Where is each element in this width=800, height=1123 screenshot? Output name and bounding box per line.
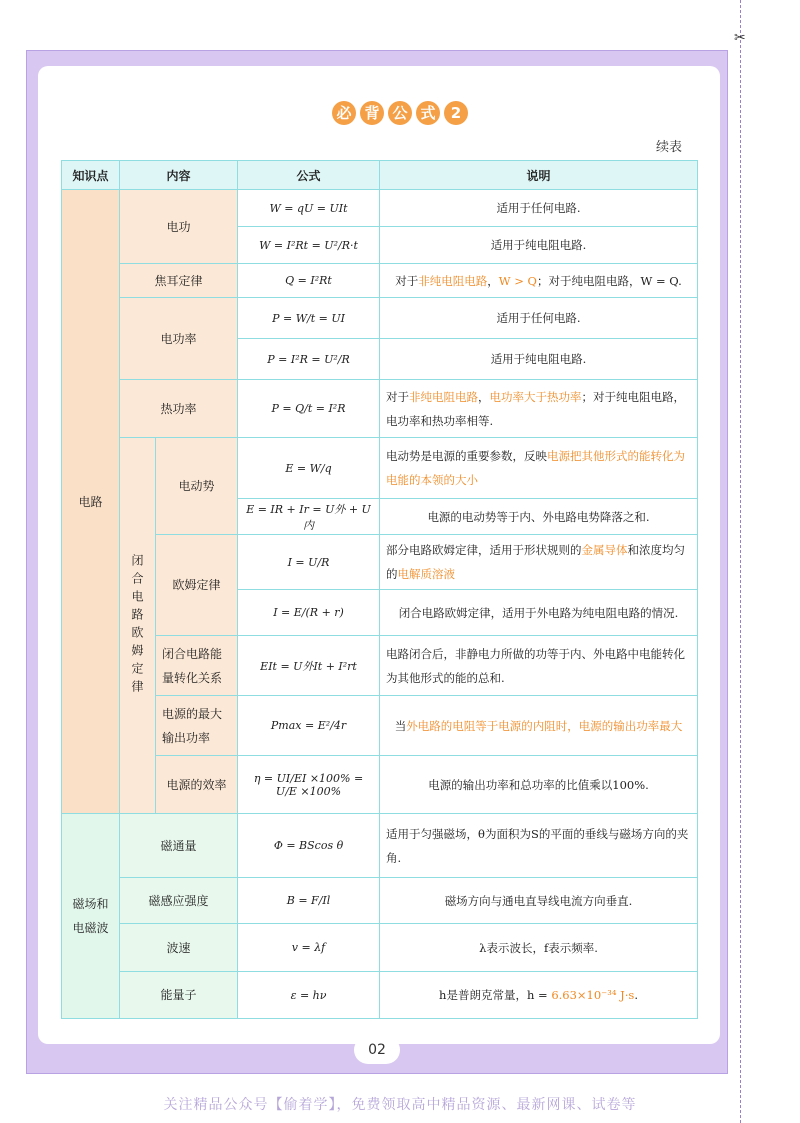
table-row xyxy=(62,814,698,878)
highlight-text: 电源把其他形式的能转化为电能的本领的大小 xyxy=(386,449,686,487)
text: ， xyxy=(478,389,490,404)
highlight-text: 金属导体 xyxy=(581,543,628,557)
desc-cell: 闭合电路欧姆定律，适用于外电路为纯电阻电路的情况. xyxy=(380,590,698,636)
desc-cell: 电源的输出功率和总功率的比值乘以100%. xyxy=(380,756,698,814)
table-row xyxy=(62,924,698,972)
text: 电动势是电源的重要参数，反映 xyxy=(386,449,548,463)
title-char: 必 xyxy=(332,101,356,125)
formula-cell: v = λf xyxy=(238,924,380,972)
knowledge-point: 磁场和电磁波 xyxy=(62,814,120,1019)
content-cell: 能量子 xyxy=(120,972,238,1019)
formula-cell: E = IR + Ir = U外 + U内 xyxy=(238,499,380,535)
text: ；对于纯电阻电路，W = Q. xyxy=(536,273,682,288)
table-row xyxy=(62,878,698,924)
desc-cell: 适用于匀强磁场，θ为面积为S的平面的垂线与磁场方向的夹角. xyxy=(380,814,698,878)
desc-cell: 适用于纯电阻电路. xyxy=(380,339,698,380)
highlight-text: 电解质溶液 xyxy=(397,567,456,581)
highlight-text: 6.63×10⁻³⁴ J·s xyxy=(551,988,635,1002)
table-row xyxy=(62,535,698,590)
highlight-text: W > Q xyxy=(498,273,537,288)
highlight-text: 电功率大于热功率 xyxy=(489,389,582,404)
text: . xyxy=(634,988,638,1002)
highlight-text: 非纯电阻电路 xyxy=(418,273,488,288)
text: ；对于纯电阻电路，电功率和热功率相等. xyxy=(386,389,686,428)
formula-cell: ε = hν xyxy=(238,972,380,1019)
formula-cell: η = UI/EI ×100% = U/E ×100% xyxy=(238,756,380,814)
table-row xyxy=(62,190,698,227)
formula-cell: I = U/R xyxy=(238,535,380,590)
desc-cell: 电路闭合后，非静电力所做的功等于内、外电路中电能转化为其他形式的能的总和. xyxy=(380,636,698,696)
scissors-icon: ✂ xyxy=(734,30,746,46)
text: ， xyxy=(487,273,499,288)
content-cell: 欧姆定律 xyxy=(156,535,238,636)
table-row xyxy=(62,438,698,499)
desc-cell xyxy=(380,380,698,438)
page-title xyxy=(0,101,800,125)
content-cell: 波速 xyxy=(120,924,238,972)
knowledge-point: 电路 xyxy=(62,190,120,814)
formula-cell: I = E/(R + r) xyxy=(238,590,380,636)
content-cell: 磁感应强度 xyxy=(120,878,238,924)
desc-cell xyxy=(380,438,698,499)
content-cell: 闭合电路能量转化关系 xyxy=(156,636,238,696)
formula-cell: P = Q/t = I²R xyxy=(238,380,380,438)
desc-cell xyxy=(380,972,698,1019)
content-cell: 电动势 xyxy=(156,438,238,535)
formula-cell: W = qU = UIt xyxy=(238,190,380,227)
subsection-label: 闭合电路欧姆定律 xyxy=(120,438,156,814)
formula-cell: EIt = U外It + I²rt xyxy=(238,636,380,696)
page-number: 02 xyxy=(354,1036,400,1064)
formula-table xyxy=(61,160,698,1019)
desc-cell: 适用于纯电阻电路. xyxy=(380,227,698,264)
formula-cell: B = F/Il xyxy=(238,878,380,924)
content-cell: 焦耳定律 xyxy=(120,264,238,298)
desc-cell: 磁场方向与通电直导线电流方向垂直. xyxy=(380,878,698,924)
header-cell: 内容 xyxy=(120,161,238,190)
cut-line xyxy=(740,0,741,1123)
formula-cell: P = I²R = U²/R xyxy=(238,339,380,380)
desc-cell: λ表示波长，f表示频率. xyxy=(380,924,698,972)
title-char: 式 xyxy=(416,101,440,125)
header-cell: 说明 xyxy=(380,161,698,190)
formula-cell: Φ = BScos θ xyxy=(238,814,380,878)
table-row xyxy=(62,380,698,438)
title-char: 公 xyxy=(388,101,412,125)
footer-text: 关注精品公众号【偷着学】，免费领取高中精品资源、最新网课、试卷等 xyxy=(163,1097,637,1113)
header-cell: 公式 xyxy=(238,161,380,190)
text: h是普朗克常量，h = xyxy=(439,988,552,1002)
text: 对于 xyxy=(386,389,410,404)
desc-cell: 适用于任何电路. xyxy=(380,298,698,339)
desc-cell xyxy=(380,696,698,756)
desc-cell xyxy=(380,264,698,298)
table-row xyxy=(62,972,698,1019)
header-cell: 知识点 xyxy=(62,161,120,190)
text: 对于 xyxy=(395,273,419,288)
desc-cell: 适用于任何电路. xyxy=(380,190,698,227)
table-header xyxy=(62,161,698,190)
table-row xyxy=(62,756,698,814)
table-row xyxy=(62,298,698,339)
table-row xyxy=(62,636,698,696)
table-row xyxy=(62,696,698,756)
text: 部分电路欧姆定律，适用于形状规则的 xyxy=(386,543,582,557)
title-char: 背 xyxy=(360,101,384,125)
content-cell: 电功率 xyxy=(120,298,238,380)
title-char: 2 xyxy=(444,101,468,125)
formula-cell: Q = I²Rt xyxy=(238,264,380,298)
highlight-text: 非纯电阻电路 xyxy=(409,389,479,404)
content-cell: 磁通量 xyxy=(120,814,238,878)
content-cell: 电源的效率 xyxy=(156,756,238,814)
text: 和浓度均匀的 xyxy=(386,543,686,581)
content-cell: 热功率 xyxy=(120,380,238,438)
formula-cell: P = W/t = UI xyxy=(238,298,380,339)
formula-cell: W = I²Rt = U²/R·t xyxy=(238,227,380,264)
table-row xyxy=(62,264,698,298)
highlight-text: 外电路的电阻等于电源的内阻时，电源的输出功率最大 xyxy=(406,718,683,733)
content-cell: 电功 xyxy=(120,190,238,264)
desc-cell xyxy=(380,535,698,590)
formula-cell: E = W/q xyxy=(238,438,380,499)
content-cell: 电源的最大输出功率 xyxy=(156,696,238,756)
formula-cell: Pmax = E²/4r xyxy=(238,696,380,756)
desc-cell: 电源的电动势等于内、外电路电势降落之和. xyxy=(380,499,698,535)
text: 当 xyxy=(394,718,407,733)
continued-label: 续表 xyxy=(656,140,683,155)
